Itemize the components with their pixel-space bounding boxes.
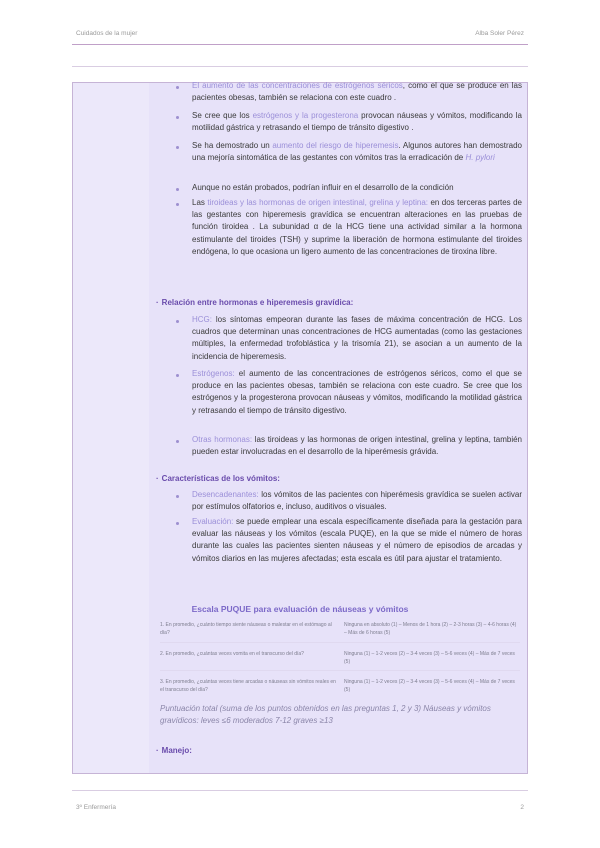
puque-answer-3: Ninguna (1) – 1-2 veces (2) – 3-4 veces (3) – 5-6 veces (4) – Más de 7 veces (5) <box>344 679 515 693</box>
footer-left: 3º Enfermería <box>76 804 116 811</box>
intro-bullet-4: Aunque no están probados, podrían influir en el desarrollo de la condición <box>192 183 454 192</box>
puque-answer-2: Ninguna (1) – 1-2 veces (2) – 3-4 veces (3) – 5-6 veces (4) – Más de 7 veces (5) <box>344 651 515 665</box>
section-manejo-title: · Manejo: <box>156 746 192 755</box>
section-vomitos-title: · Características de los vómitos: <box>156 474 280 483</box>
header-rule <box>72 44 528 45</box>
bullet-icon <box>176 374 179 377</box>
bullet-icon <box>176 146 179 149</box>
bullet-icon <box>176 320 179 323</box>
section-relacion-title: · Relación entre hormonas e hiperemesis gravídica: <box>156 298 354 307</box>
bullet-icon <box>176 522 179 525</box>
top-rule <box>72 66 528 67</box>
footer-rule <box>72 790 528 791</box>
bullet-icon <box>176 188 179 191</box>
relacion-bullet-otras: Otras hormonas: las tiroideas y las hormonas de origen intestinal, grelina y leptina, también pueden estar involucradas en el desarrollo de la hiperémesis grávida. <box>192 435 522 457</box>
puque-question-3: 3. En promedio, ¿cuántas veces tiene arcadas o náuseas sin vómitos reales en el transcurso del día? <box>160 679 336 693</box>
header-left: Cuidados de la mujer <box>76 30 138 37</box>
puque-question-1: 1. En promedio, ¿cuánto tiempo siente náuseas o malestar en el estómago al día? <box>160 622 332 636</box>
puque-score-note: Puntuación total (suma de los puntos obtenidos en las preguntas 1, 2 y 3) Náuseas y vómitos gravídicos: leves ≤6 moderados 7-12 graves ≥13 <box>160 704 491 725</box>
intro-bullet-5: Las tiroideas y las hormonas de origen intestinal, grelina y leptina: en dos terceras partes de las gestantes con hiperemesis gravídica se encuentran alteraciones en las pruebas de función tiroidea . La subunidad α de la HCG tiene una actividad similar a la hormona estimulante del tiroides (TSH) y suprime la liberación de hormona estimulante del tiroides endógena, lo que ocasiona un ligero aumento de las concentraciones de tiroxina libre. <box>192 198 522 256</box>
bullet-icon <box>176 116 179 119</box>
header-right: Alba Soler Pérez <box>475 30 524 37</box>
puque-title: Escala PUQUE para evaluación de náuseas y vómitos <box>191 604 409 614</box>
puque-answer-1: Ninguna en absoluto (1) – Menos de 1 hora (2) – 2-3 horas (3) – 4-6 horas (4) – Más de 6 horas (5) <box>344 622 517 636</box>
vomitos-bullet-desencadenantes: Desencadenantes: los vómitos de las pacientes con hiperémesis gravídica se suelen activar por estímulos olfatorios e, incluso, auditivos o visuales. <box>192 490 522 512</box>
intro-bullet-1: El aumento de las concentraciones de estrógenos séricos, como el que se produce en las pacientes obesas, también se relaciona con este cuadro . <box>192 81 522 103</box>
table-row-divider <box>160 642 520 643</box>
relacion-bullet-hcg: HCG: los síntomas empeoran durante las fases de máxima concentración de HCG. Los cuadros que determinan unas concentraciones de HCG aumentadas (como las gestaciones múltiples, la enfermedad trofoblástica y la trisomía 21), se asocian a un aumento de la incidencia de hiperemesis. <box>192 315 522 361</box>
page-number: 2 <box>520 804 524 811</box>
intro-bullet-2: Se cree que los estrógenos y la progesterona provocan náuseas y vómitos, modificando la motilidad gástrica y retrasando el tiempo de tránsito digestivo . <box>192 111 523 133</box>
relacion-bullet-estrogenos: Estrógenos: el aumento de las concentraciones de estrógenos séricos, como el que se produce en las pacientes obesas, también se relaciona con este cuadro. Se cree que los estrógenos y la progesterona provocan náuseas y vómitos, modificando la motilidad gástrica y retrasando el tiempo de tránsito digestivo. <box>192 369 522 415</box>
vomitos-bullet-evaluacion: Evaluación: se puede emplear una escala específicamente diseñada para la gestación para evaluar las náuseas y los vómitos (escala PUQE), en la que se mide el número de horas durante las cuales las pacientes sienten náuseas y el número de episodios de arcadas y vómitos diarios en las mujeres afectadas; esta escala es útil para ajustar el tratamiento. <box>192 517 522 563</box>
bullet-icon <box>176 495 179 498</box>
puque-question-2: 2. En promedio, ¿cuántas veces vomita en el transcurso del día? <box>160 651 304 657</box>
left-column <box>73 83 150 773</box>
bullet-icon <box>176 203 179 206</box>
table-row-divider <box>160 670 520 671</box>
bullet-icon <box>176 86 179 89</box>
intro-bullet-3: Se ha demostrado un aumento del riesgo de hiperemesis. Algunos autores han demostrado una mejoría sintomática de las gestantes con vómitos tras la erradicación de H. pylori <box>192 141 523 163</box>
bullet-icon <box>176 440 179 443</box>
